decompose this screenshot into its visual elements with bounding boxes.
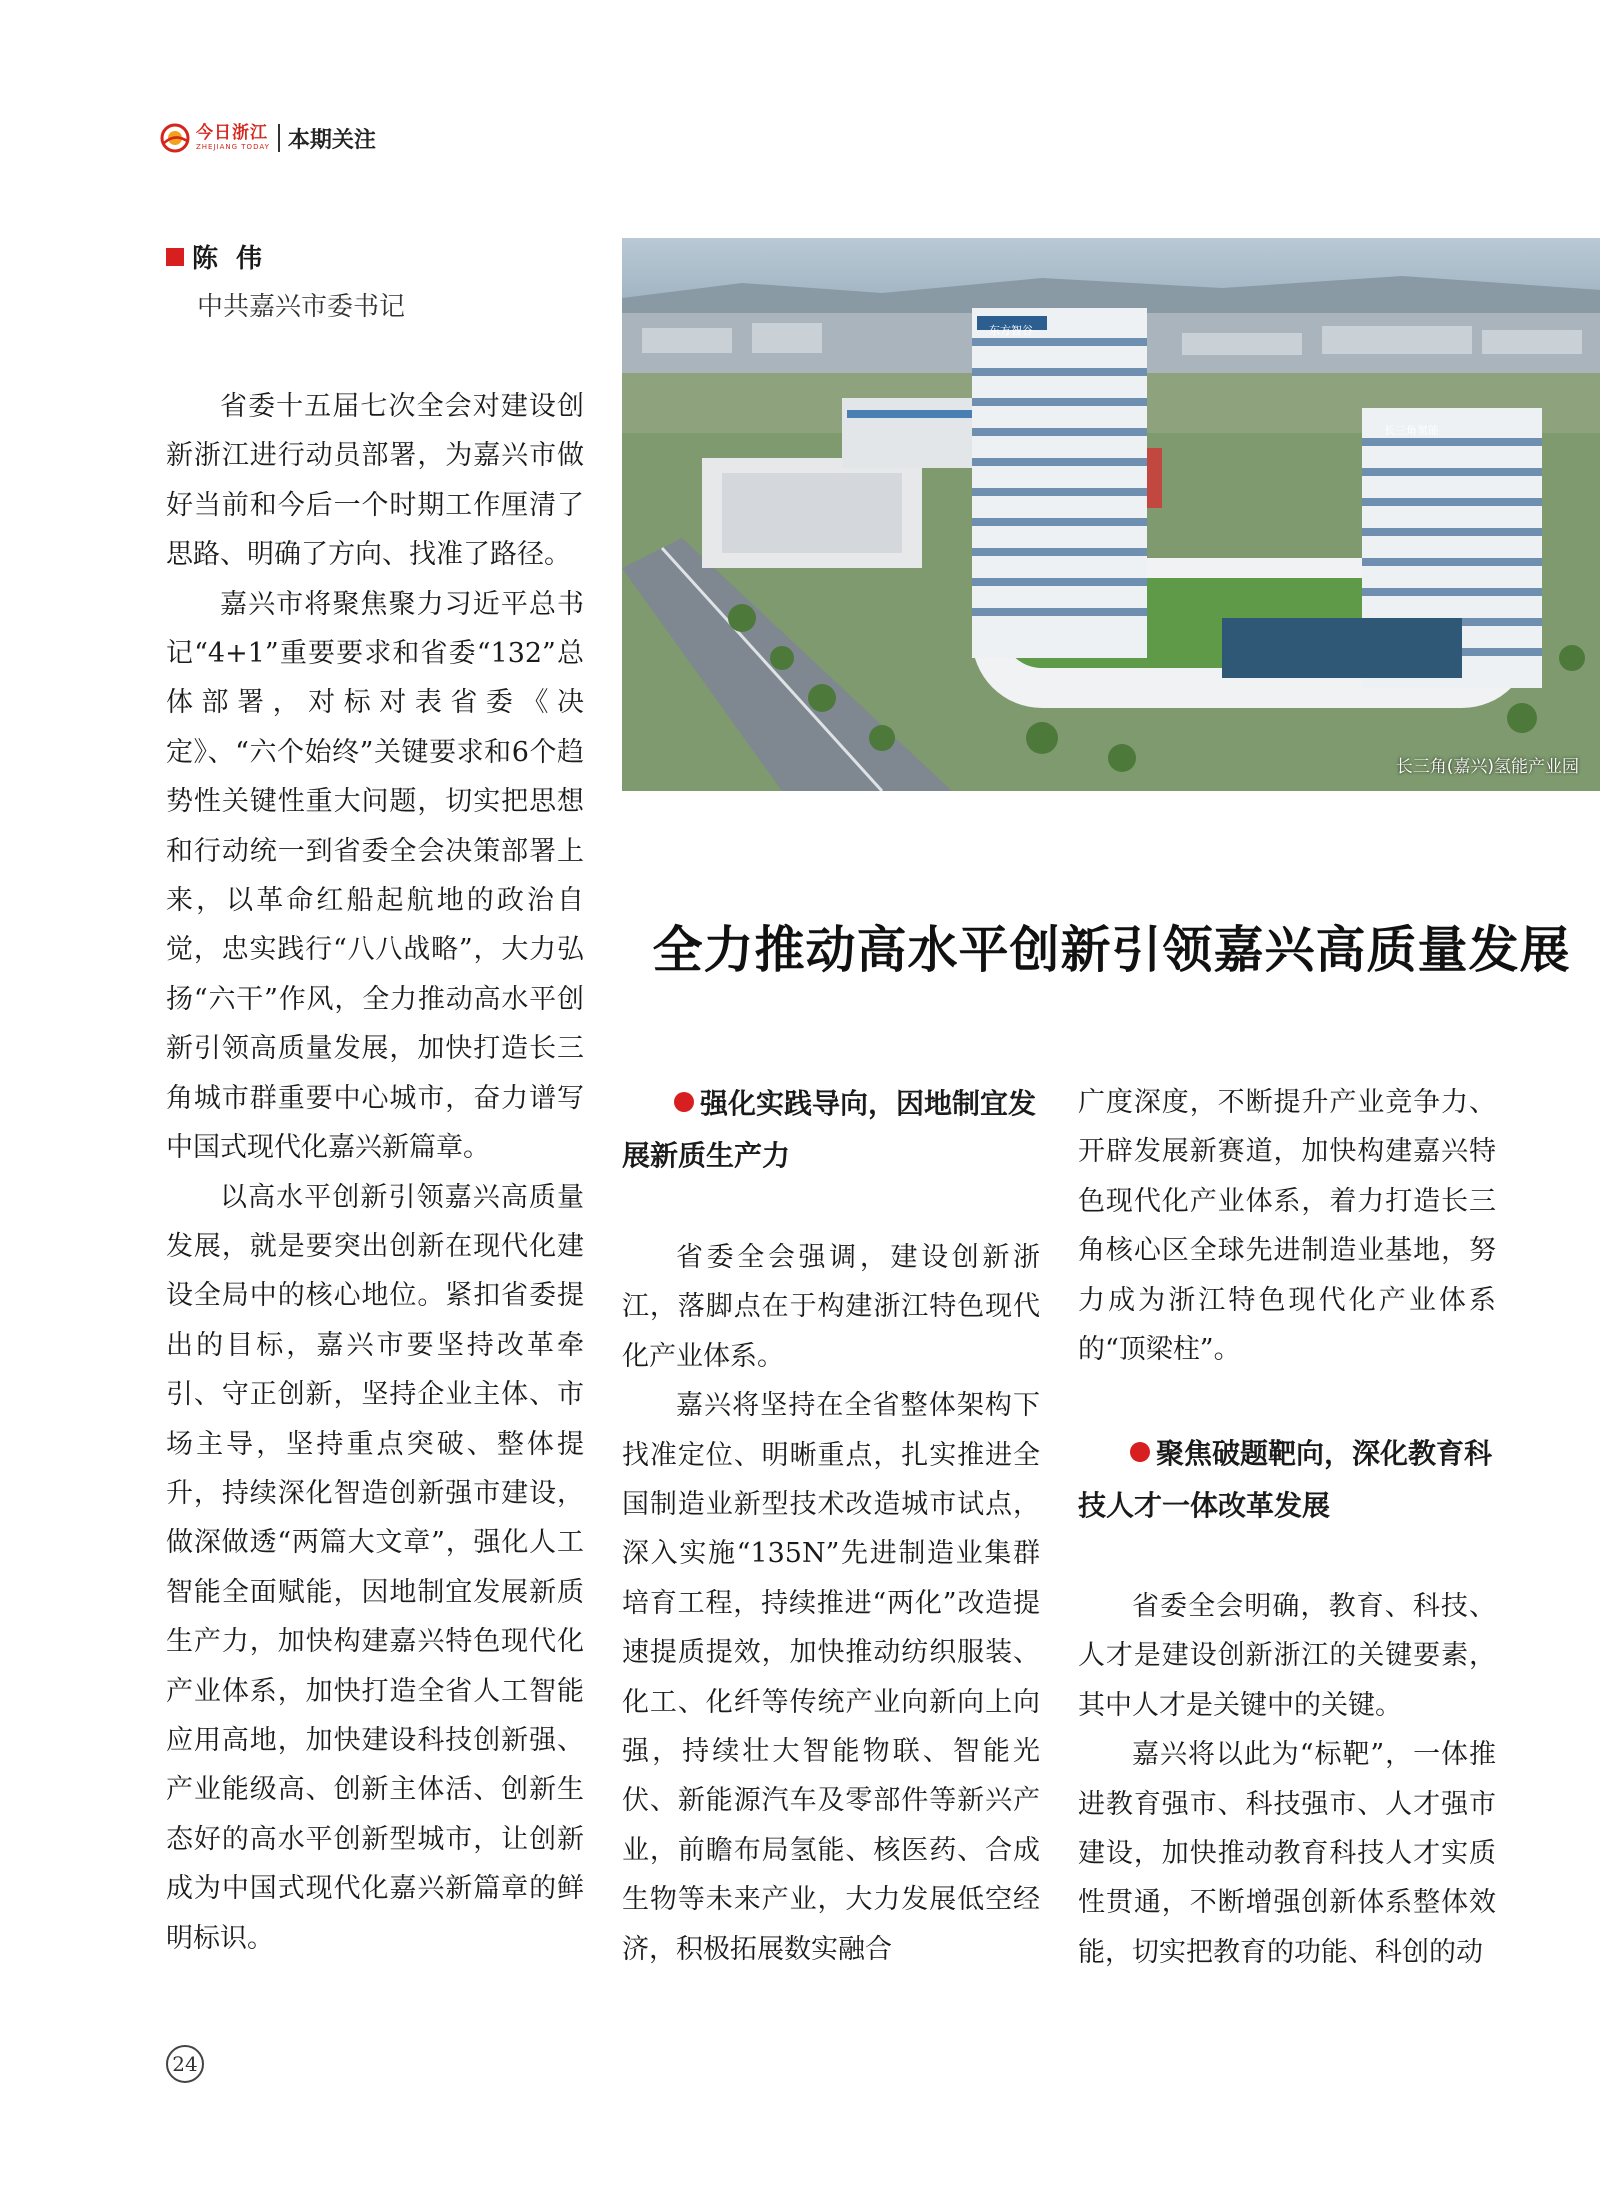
section-label: 本期关注 [287, 127, 376, 153]
logo-text [196, 125, 270, 151]
hydrogen-park-photo [622, 238, 1600, 791]
paragraph: 嘉兴市将聚焦聚力习近平总书记“4+1”重要要求和省委“132”总体部署，对标对表省委《决定》、“六个始终”关键要求和6个趋势性关键性重大问题，切实把思想和行动统一到省委全会决策部署上来，以革命红船起航地的政治自觉，忠实践行“八八战略”，大力弘扬“六干”作风，全力推动高水平创新引领高质量发展，加快打造长三角城市群重要中心城市，奋力谱写中国式现代化嘉兴新篇章。 [166, 588, 584, 1164]
paragraph: 省委十五届七次全会对建设创新浙江进行动员部署，为嘉兴市做好当前和今后一个时期工作厘清了思路、明确了方向、找准了路径。 [166, 391, 584, 571]
column-3-bottom [1078, 1582, 1496, 1977]
paragraph: 以高水平创新引领嘉兴高质量发展，就是要突出创新在现代化建设全局中的核心地位。紧扣省委提出的目标，嘉兴市要坚持改革牵引、守正创新，坚持企业主体、市场主导，坚持重点突破、整体提升，持续深化智造创新强市建设，做深做透“两篇大文章”，强化人工智能全面赋能，因地制宜发展新质生产力，加快构建嘉兴特色现代化产业体系，加快打造全省人工智能应用高地，加快建设科技创新强、产业能级高、创新主体活、创新生态好的高水平创新型城市，让创新成为中国式现代化嘉兴新篇章的鲜明标识。 [166, 1181, 584, 1954]
logo-english: ZHEJIANG TODAY [196, 143, 270, 151]
header-divider [278, 124, 280, 152]
subheading-education-tech-talent [1078, 1428, 1508, 1532]
red-square-icon [166, 248, 184, 266]
author-block [166, 238, 280, 275]
subheading-practice-oriented [622, 1078, 1052, 1182]
article-title: 全力推动高水平创新引领嘉兴高质量发展 [652, 921, 1571, 979]
column-1 [166, 382, 584, 1963]
logo-chinese: 今日浙江 [196, 123, 268, 143]
subheading-text: 聚焦破题靶向，深化教育科技人才一体改革发展 [1078, 1437, 1493, 1522]
page-number: 24 [166, 2045, 204, 2083]
subheading-text: 强化实践导向，因地制宜发展新质生产力 [622, 1087, 1037, 1172]
paragraph: 嘉兴将坚持在全省整体架构下找准定位、明晰重点，扎实推进全国制造业新型技术改造城市试点，深入实施“135N”先进制造业集群培育工程，持续推进“两化”改造提速提质提效，加快推动纺织服装、化工、化纤等传统产业向新向上向强，持续壮大智能物联、智能光伏、新能源汽车及零部件等新兴产业，前瞻布局氢能、核医药、合成生物等未来产业，大力发展低空经济，积极拓展数实融合 [622, 1390, 1040, 1965]
paragraph-continued: 广度深度，不断提升产业竞争力、开辟发展新赛道，加快构建嘉兴特色现代化产业体系，着力打造长三角核心区全球先进制造业基地，努力成为浙江特色现代化产业体系的“顶梁柱”。 [1078, 1087, 1496, 1366]
red-dot-icon [1130, 1442, 1150, 1462]
paragraph: 省委全会强调，建设创新浙江，落脚点在于构建浙江特色现代化产业体系。 [622, 1242, 1040, 1372]
aerial-photo-illustration [622, 238, 1600, 791]
photo-caption: 长三角(嘉兴)氢能产业园 [1395, 757, 1579, 777]
red-dot-icon [674, 1092, 694, 1112]
page-header [160, 118, 376, 158]
author-name: 陈伟 [192, 244, 281, 274]
building-sign-right: 长三角氢能 [1384, 424, 1439, 437]
paragraph: 嘉兴将以此为“标靶”，一体推进教育强市、科技强市、人才强市建设，加快推动教育科技人才实质性贯通，不断增强创新体系整体效能，切实把教育的功能、科创的动 [1078, 1739, 1496, 1968]
zhejiang-today-logo-icon [160, 123, 190, 153]
paragraph: 省委全会明确，教育、科技、人才是建设创新浙江的关键要素，其中人才是关键中的关键。 [1078, 1591, 1496, 1721]
column-2 [622, 1233, 1040, 1974]
column-3-top [1078, 1078, 1496, 1374]
author-title: 中共嘉兴市委书记 [197, 292, 406, 322]
building-sign-left: 东方智谷 [989, 324, 1033, 337]
